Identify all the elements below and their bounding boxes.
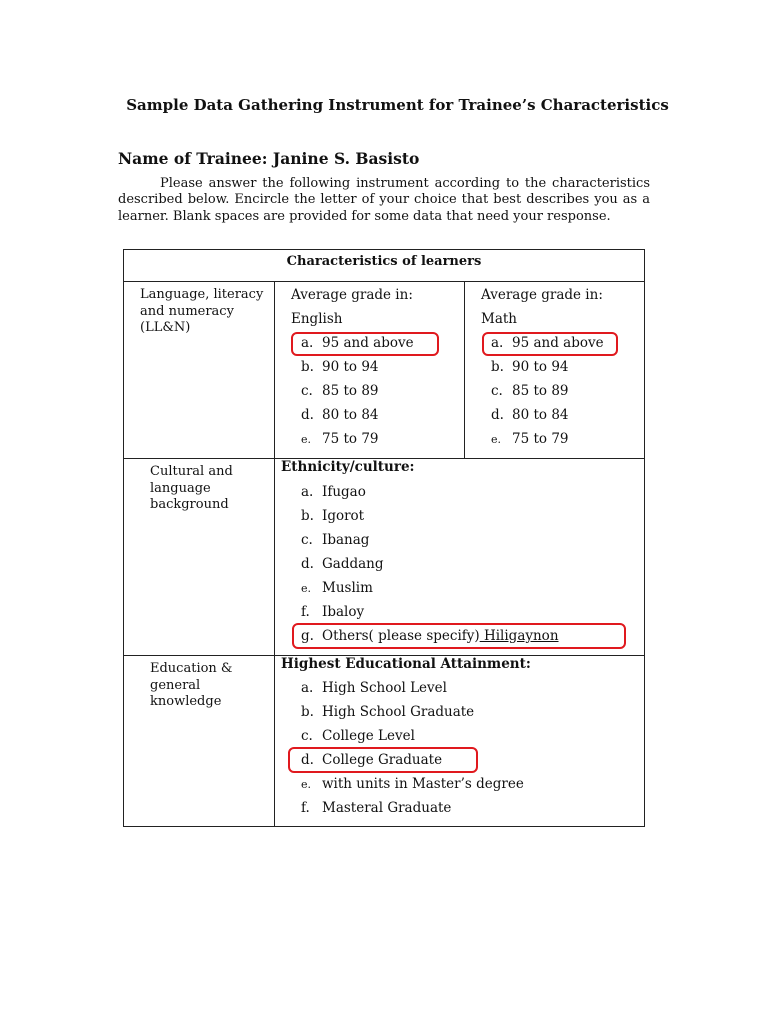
table-divider [124,281,644,282]
culture-option-g[interactable]: g. Others( please specify) Hiligaynon [301,628,559,644]
math-option-c[interactable]: c. 85 to 89 [491,383,569,399]
education-option-a[interactable]: a. High School Level [301,680,447,696]
math-heading: Average grade in: [481,287,603,303]
culture-option-c[interactable]: c. Ibanag [301,532,370,548]
table-divider [464,281,465,458]
education-option-b[interactable]: b. High School Graduate [301,704,475,720]
english-heading: Average grade in: [291,287,413,303]
selection-circle [482,332,618,356]
row-label-education: Education & general knowledge [150,661,233,709]
math-option-d[interactable]: d. 80 to 84 [491,407,569,423]
math-option-b[interactable]: b. 90 to 94 [491,359,569,375]
instructions [118,176,650,225]
row-label-llan: Language, literacy and numeracy (LL&N) [140,287,264,335]
selection-circle [292,623,626,649]
education-option-d[interactable]: d. College Graduate [301,752,443,768]
education-option-c[interactable]: c. College Level [301,728,415,744]
culture-option-f[interactable]: f. Ibaloy [301,604,365,620]
english-subject: English [291,311,343,327]
culture-option-b[interactable]: b. Igorot [301,508,365,524]
trainee-name: Name of Trainee: Janine S. Basisto [118,149,420,168]
english-option-d[interactable]: d. 80 to 84 [301,407,379,423]
english-option-b[interactable]: b. 90 to 94 [301,359,379,375]
education-option-f[interactable]: f. Masteral Graduate [301,800,452,816]
english-option-a[interactable]: a. 95 and above [301,335,414,351]
english-option-e[interactable]: e. 75 to 79 [301,431,379,447]
row-label-culture: Cultural and language background [150,464,233,512]
selection-circle [291,332,439,356]
education-option-e[interactable]: e. with units in Master’s degree [301,776,524,792]
education-heading: Highest Educational Attainment: [281,656,531,672]
math-option-a[interactable]: a. 95 and above [491,335,604,351]
specify-answer: Hiligaynon [479,628,559,644]
characteristics-table [123,249,645,827]
culture-option-e[interactable]: e. Muslim [301,580,373,596]
culture-option-a[interactable]: a. Ifugao [301,484,366,500]
page-title: Sample Data Gathering Instrument for Trainee’s Characteristics [126,96,669,114]
table-header: Characteristics of learners [286,254,482,269]
instructions-text: Please answer the following instrument according to the characteristics described below. Encircle the letter of your choice that best describes you as a learner. Blank spaces are provided for some data that need your response. [118,176,650,224]
ethnicity-heading: Ethnicity/culture: [281,459,415,475]
english-option-c[interactable]: c. 85 to 89 [301,383,379,399]
math-option-e[interactable]: e. 75 to 79 [491,431,569,447]
selection-circle [288,747,478,773]
table-divider [274,281,275,826]
culture-option-d[interactable]: d. Gaddang [301,556,384,572]
math-subject: Math [481,311,517,327]
